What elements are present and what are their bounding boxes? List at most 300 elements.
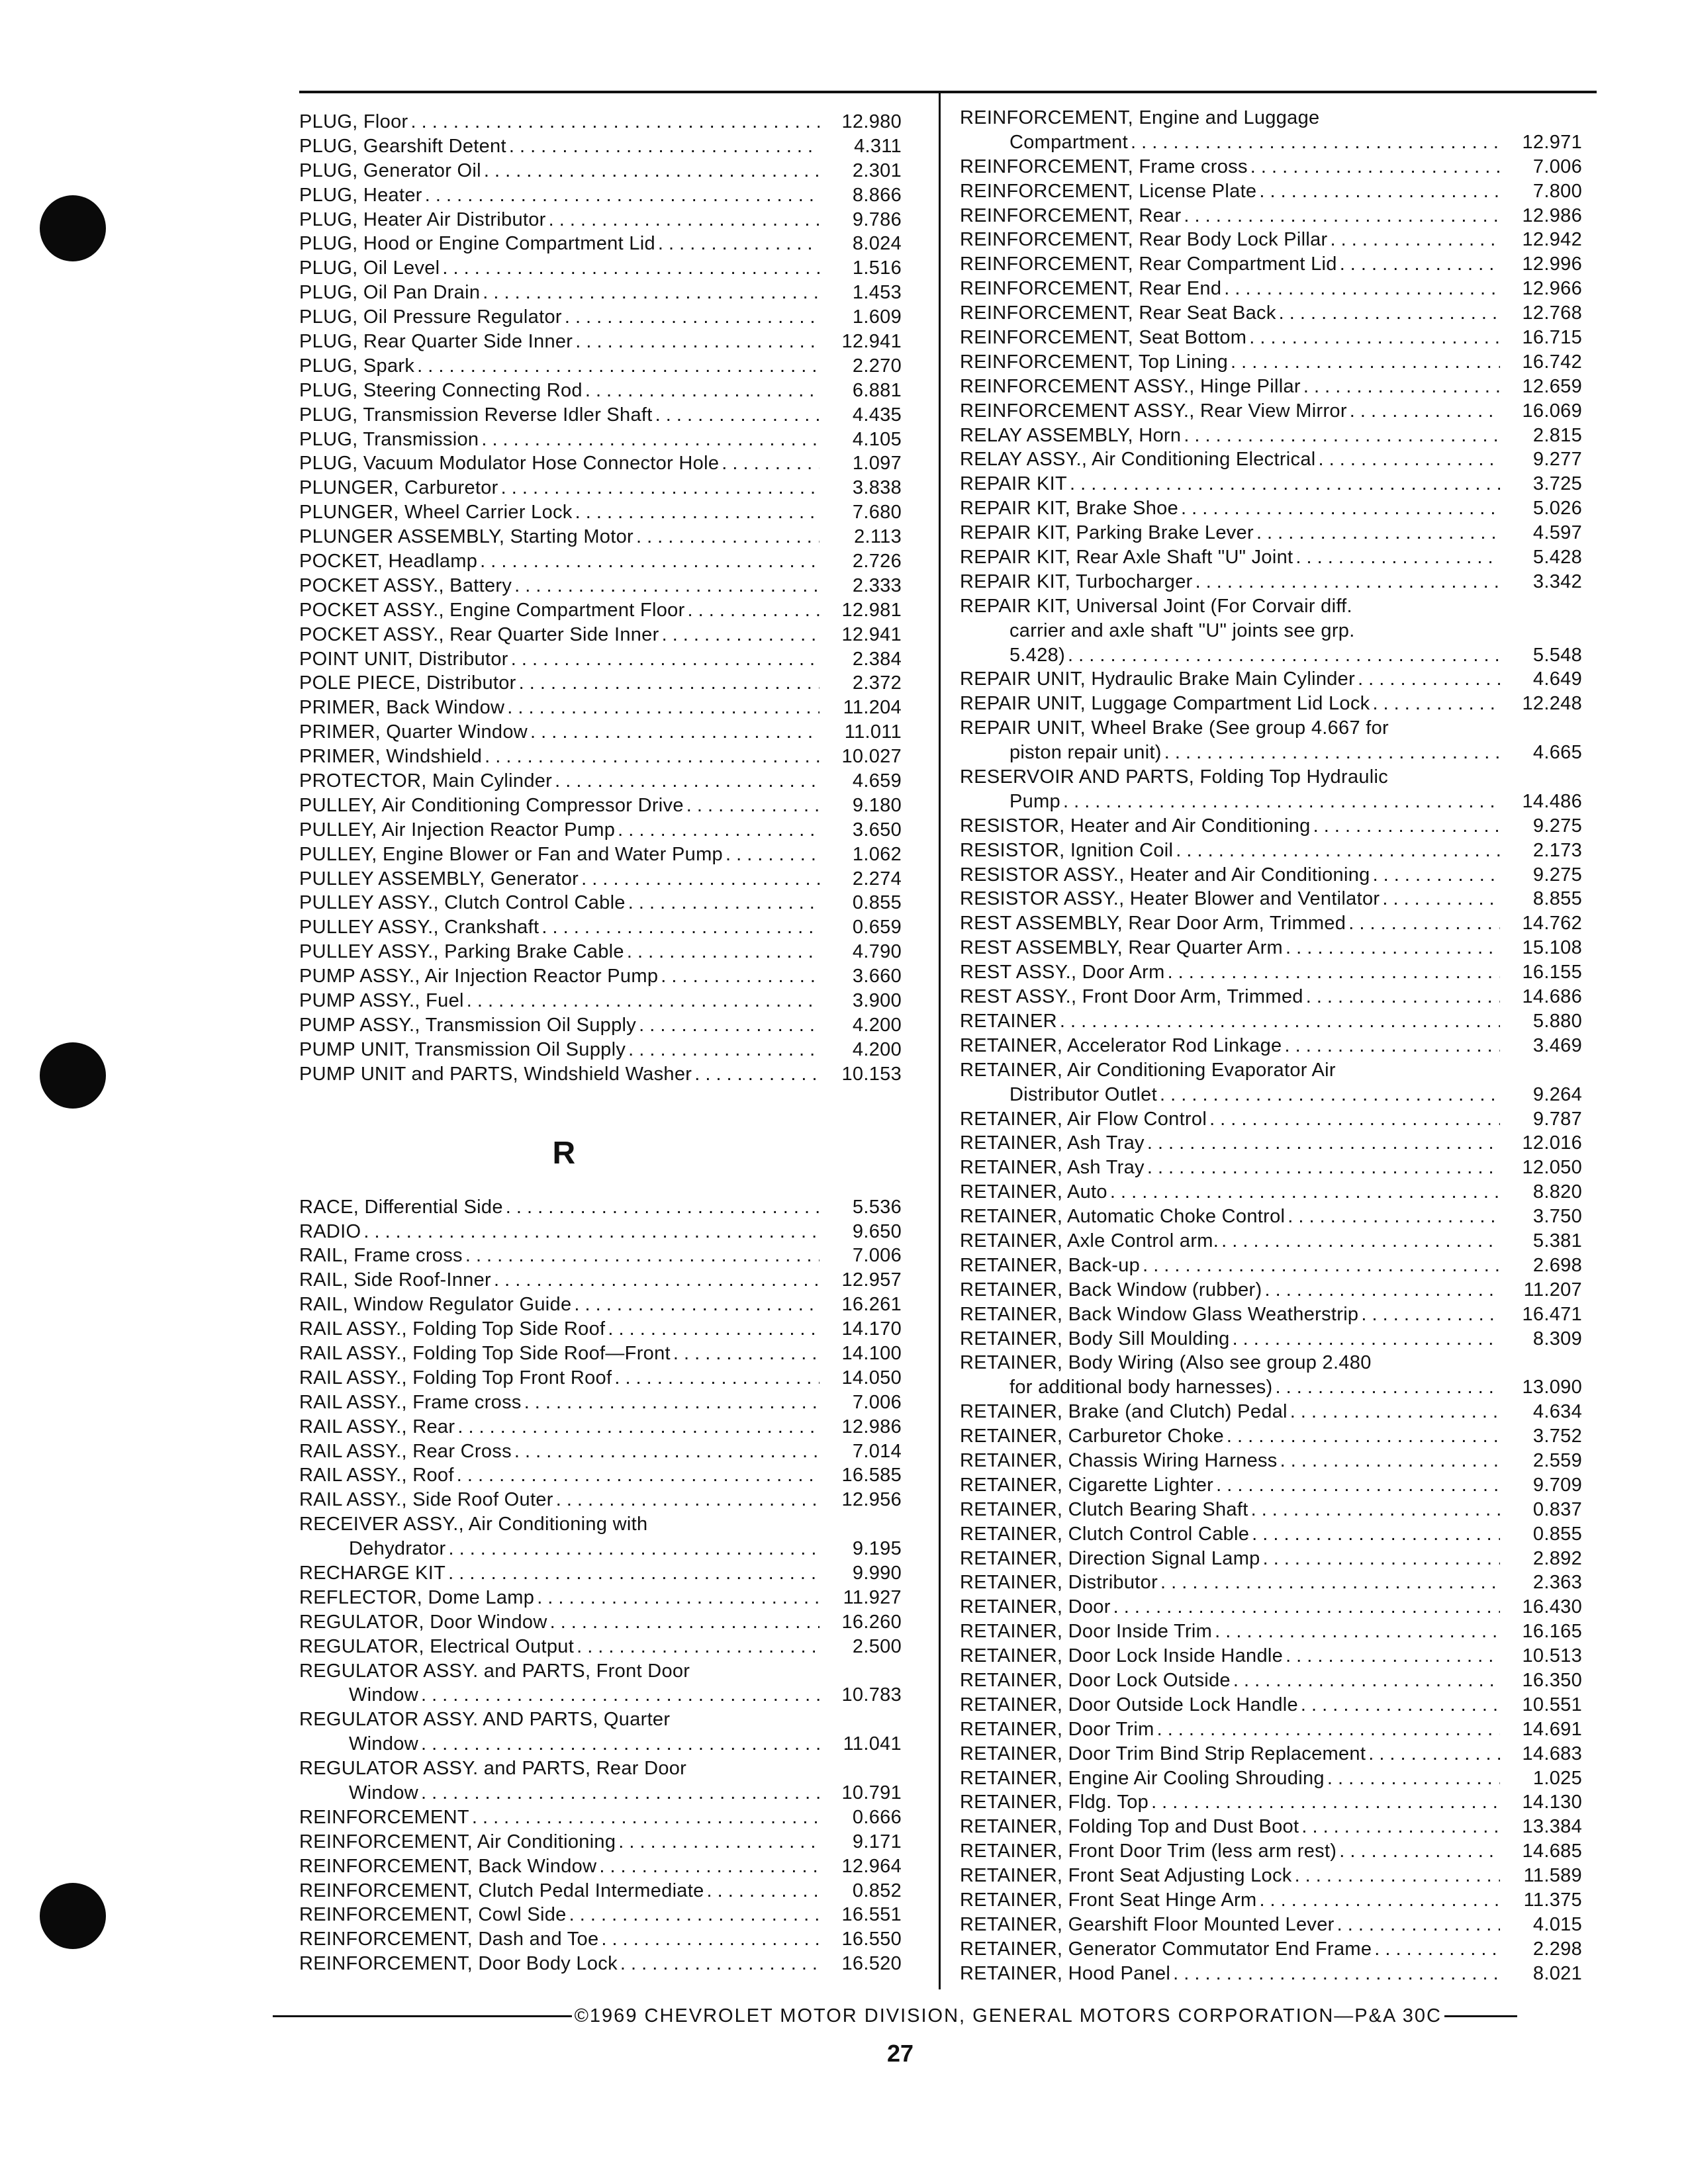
leader-dots xyxy=(1372,692,1500,716)
index-entry xyxy=(299,598,902,623)
index-entry xyxy=(299,794,902,818)
entry-name: PULLEY ASSEMBLY, Generator xyxy=(299,868,579,889)
entry-name: PLUG, Oil Level xyxy=(299,257,440,279)
entry-name: RETAINER, Engine Air Cooling Shrouding xyxy=(960,1767,1325,1789)
leader-dots xyxy=(1231,350,1500,375)
entry-name: RELAY ASSEMBLY, Horn xyxy=(960,424,1182,446)
leader-dots xyxy=(636,525,820,549)
leader-dots xyxy=(1373,863,1500,887)
entry-name: RECEIVER ASSY., Air Conditioning with xyxy=(299,1514,648,1535)
entry-name: REGULATOR, Door Window xyxy=(299,1611,547,1633)
group-number: 16.550 xyxy=(841,1929,902,1950)
leader-dots xyxy=(555,769,820,794)
group-number: 4.659 xyxy=(852,770,902,792)
entry-name: RETAINER xyxy=(960,1010,1057,1032)
leader-dots xyxy=(707,1879,820,1903)
entry-name: REINFORCEMENT, Seat Bottom xyxy=(960,327,1247,348)
index-entry xyxy=(960,1205,1582,1229)
leader-dots xyxy=(639,1013,820,1038)
group-number: 4.435 xyxy=(852,404,902,426)
leader-dots xyxy=(688,598,820,623)
leader-dots xyxy=(465,1244,820,1268)
leader-dots xyxy=(1147,1131,1500,1156)
leader-dots xyxy=(618,1830,820,1854)
index-entry xyxy=(299,623,902,647)
leader-dots xyxy=(618,818,820,842)
group-number: 0.855 xyxy=(852,892,902,914)
entry-name: REPAIR KIT, Parking Brake Lever xyxy=(960,522,1254,544)
leader-dots xyxy=(1288,1205,1500,1229)
group-number: 12.941 xyxy=(841,623,902,645)
leader-dots xyxy=(1350,399,1500,424)
group-number: 3.752 xyxy=(1532,1426,1582,1447)
leader-dots xyxy=(1209,1107,1500,1132)
leader-dots xyxy=(620,1952,820,1976)
index-entry xyxy=(299,1952,902,1976)
leader-dots xyxy=(661,964,820,989)
entry-name: RAIL ASSY., Rear xyxy=(299,1416,455,1437)
entry-name: RESISTOR, Heater and Air Conditioning xyxy=(960,815,1311,837)
leader-dots xyxy=(417,354,820,379)
group-number: 16.261 xyxy=(841,1294,902,1316)
leader-dots xyxy=(628,1038,820,1062)
group-number: 12.971 xyxy=(1522,131,1582,153)
entry-name: PLUG, Generator Oil xyxy=(299,159,481,181)
entry-name: RETAINER, Direction Signal Lamp xyxy=(960,1547,1260,1569)
group-number: 16.585 xyxy=(841,1465,902,1486)
leader-dots xyxy=(1339,1839,1500,1864)
group-number: 9.275 xyxy=(1532,864,1582,886)
entry-name: PUMP ASSY., Transmission Oil Supply xyxy=(299,1014,637,1036)
index-entry xyxy=(299,1488,902,1512)
group-number: 16.165 xyxy=(1522,1621,1582,1643)
index-entry xyxy=(299,1512,902,1561)
entry-name: RAIL ASSY., Rear Cross xyxy=(299,1440,512,1462)
entry-name: RETAINER, Air Conditioning Evaporator Air xyxy=(960,1059,1336,1081)
leader-dots xyxy=(1382,887,1500,911)
group-number: 1.516 xyxy=(852,257,902,279)
group-number: 9.990 xyxy=(852,1562,902,1584)
group-number: 11.207 xyxy=(1523,1279,1582,1300)
index-entry xyxy=(960,447,1582,472)
entry-name: PLUG, Gearshift Detent xyxy=(299,135,506,157)
index-entry xyxy=(960,106,1582,155)
group-number: 10.791 xyxy=(841,1782,902,1803)
index-entry xyxy=(960,1717,1582,1742)
entry-name: RETAINER, Brake (and Clutch) Pedal xyxy=(960,1401,1288,1423)
entry-name: RETAINER, Cigarette Lighter xyxy=(960,1474,1214,1496)
entry-name: RETAINER, Auto xyxy=(960,1181,1107,1203)
group-number: 3.838 xyxy=(852,477,902,499)
leader-dots xyxy=(363,1220,820,1244)
leader-dots xyxy=(457,1463,820,1488)
group-number: 16.742 xyxy=(1522,351,1582,373)
index-entry xyxy=(960,985,1582,1009)
group-number: 10.153 xyxy=(841,1063,902,1085)
entry-name: PLUG, Oil Pan Drain xyxy=(299,282,481,304)
leader-dots xyxy=(1196,570,1500,594)
index-entry xyxy=(960,1400,1582,1424)
index-entry xyxy=(299,1195,902,1220)
leader-dots xyxy=(1110,1180,1500,1205)
entry-name: PLUG, Floor xyxy=(299,111,408,132)
entry-name: REINFORCEMENT, Clutch Pedal Intermediate xyxy=(299,1880,704,1901)
index-entry xyxy=(299,549,902,574)
section-letter: R xyxy=(552,1135,576,1171)
index-entry xyxy=(299,1903,902,1927)
index-entry xyxy=(960,1888,1582,1913)
entry-name: PULLEY, Engine Blower or Fan and Water Pump xyxy=(299,843,723,865)
left-column xyxy=(299,110,902,1976)
leader-dots xyxy=(501,476,820,500)
index-entry xyxy=(299,183,902,208)
leader-dots xyxy=(574,1293,820,1317)
leader-dots xyxy=(1286,1644,1500,1668)
entry-name: RECHARGE KIT xyxy=(299,1562,446,1584)
index-entry xyxy=(960,1156,1582,1180)
entry-name: RACE, Differential Side xyxy=(299,1196,503,1218)
entry-name: RETAINER, Back Window (rubber) xyxy=(960,1279,1262,1300)
index-entry xyxy=(299,696,902,720)
index-entry xyxy=(960,839,1582,863)
group-number: 12.956 xyxy=(841,1489,902,1511)
leader-dots xyxy=(1233,1668,1500,1693)
leader-dots xyxy=(1151,1790,1500,1815)
group-number: 2.270 xyxy=(852,355,902,377)
group-number: 7.014 xyxy=(852,1440,902,1462)
leader-dots xyxy=(662,623,820,647)
entry-name: REINFORCEMENT, Rear Body Lock Pillar xyxy=(960,229,1328,251)
index-entry xyxy=(960,1962,1582,1986)
entry-name: REINFORCEMENT, Frame cross xyxy=(960,156,1248,177)
group-number: 11.589 xyxy=(1523,1865,1582,1887)
index-entry xyxy=(960,496,1582,521)
leader-dots xyxy=(1286,936,1500,960)
index-entry xyxy=(960,1253,1582,1278)
index-entry xyxy=(960,936,1582,960)
leader-dots xyxy=(1063,790,1500,814)
entry-name: RETAINER, Chassis Wiring Harness xyxy=(960,1449,1278,1471)
index-entry xyxy=(299,281,902,305)
group-number: 14.683 xyxy=(1522,1743,1582,1764)
leader-dots xyxy=(1256,521,1500,545)
leader-dots xyxy=(565,305,820,330)
index-entry xyxy=(299,1439,902,1464)
index-entry xyxy=(299,134,902,159)
leader-dots xyxy=(1313,814,1500,839)
index-entry xyxy=(960,765,1582,814)
index-entry xyxy=(299,1415,902,1439)
index-entry xyxy=(299,403,902,428)
index-entry xyxy=(960,1693,1582,1717)
group-number: 7.006 xyxy=(852,1391,902,1413)
index-entry xyxy=(960,1790,1582,1815)
leader-dots xyxy=(569,1903,820,1927)
entry-name-continuation: Distributor Outlet xyxy=(1009,1083,1157,1105)
entry-name: REINFORCEMENT, Engine and Luggage xyxy=(960,107,1320,128)
right-column xyxy=(960,106,1582,1986)
group-number: 14.130 xyxy=(1522,1792,1582,1813)
leader-dots xyxy=(410,110,820,134)
index-entry xyxy=(960,155,1582,179)
group-number: 11.375 xyxy=(1523,1889,1582,1911)
entry-name-continuation: Window xyxy=(349,1733,418,1755)
leader-dots xyxy=(1301,1815,1500,1839)
group-number: 4.634 xyxy=(1532,1401,1582,1423)
group-number: 5.026 xyxy=(1532,498,1582,520)
group-number: 10.551 xyxy=(1522,1694,1582,1715)
page-number: 27 xyxy=(887,2040,914,2067)
index-entry xyxy=(299,720,902,745)
leader-dots xyxy=(1259,1888,1500,1913)
index-entry xyxy=(299,867,902,891)
entry-name: PLUG, Transmission Reverse Idler Shaft xyxy=(299,404,653,426)
group-number: 5.428 xyxy=(1532,547,1582,569)
entry-name-continuation: Compartment xyxy=(1009,131,1128,153)
index-entry xyxy=(960,1742,1582,1766)
leader-dots xyxy=(1060,1009,1500,1034)
index-entry xyxy=(299,500,902,525)
group-number: 4.200 xyxy=(852,1038,902,1060)
index-entry xyxy=(299,428,902,452)
leader-dots xyxy=(519,671,820,696)
group-number: 16.471 xyxy=(1522,1303,1582,1325)
group-number: 12.942 xyxy=(1522,229,1582,251)
group-number: 2.892 xyxy=(1532,1547,1582,1569)
entry-name: RETAINER, Front Seat Hinge Arm xyxy=(960,1889,1257,1911)
index-entry xyxy=(960,1449,1582,1473)
index-entry xyxy=(960,1351,1582,1400)
index-entry xyxy=(299,1879,902,1903)
entry-name: REST ASSY., Door Arm xyxy=(960,962,1165,983)
leader-dots xyxy=(658,232,820,256)
leader-dots xyxy=(1068,643,1500,668)
entry-name: PUMP UNIT, Transmission Oil Supply xyxy=(299,1038,626,1060)
leader-dots xyxy=(1184,204,1500,228)
leader-dots xyxy=(1301,1693,1500,1717)
entry-name: RAIL ASSY., Side Roof Outer xyxy=(299,1489,553,1511)
entry-name: POCKET ASSY., Engine Compartment Floor xyxy=(299,599,685,621)
leader-dots xyxy=(1184,424,1500,448)
leader-dots xyxy=(1143,1253,1500,1278)
index-entry xyxy=(960,1473,1582,1498)
leader-dots xyxy=(509,134,820,159)
leader-dots xyxy=(1215,1619,1500,1644)
leader-dots xyxy=(585,379,820,403)
group-number: 11.041 xyxy=(843,1733,902,1755)
leader-dots xyxy=(467,989,820,1013)
group-number: 1.097 xyxy=(852,453,902,475)
group-number: 10.783 xyxy=(841,1684,902,1706)
group-number: 16.260 xyxy=(841,1611,902,1633)
index-entry xyxy=(960,1327,1582,1351)
entry-name: REINFORCEMENT, Top Lining xyxy=(960,351,1229,373)
entry-name: PUMP ASSY., Fuel xyxy=(299,990,464,1012)
leader-dots xyxy=(483,281,820,305)
group-number: 1.453 xyxy=(852,282,902,304)
leader-dots xyxy=(1227,1424,1500,1449)
group-number: 0.666 xyxy=(852,1806,902,1828)
entry-name: RETAINER, Folding Top and Dust Boot xyxy=(960,1816,1299,1838)
group-number: 2.815 xyxy=(1532,424,1582,446)
group-number: 5.548 xyxy=(1532,644,1582,666)
index-entry xyxy=(299,159,902,183)
group-number: 3.750 xyxy=(1532,1206,1582,1228)
leader-dots xyxy=(1276,1375,1500,1400)
right-entries-list xyxy=(960,106,1582,1986)
entry-name: PLUNGER, Wheel Carrier Lock xyxy=(299,502,573,523)
leader-dots xyxy=(601,1927,820,1952)
leader-dots xyxy=(1160,1083,1500,1107)
entry-name: RETAINER, Distributor xyxy=(960,1572,1158,1594)
entry-name: PRIMER, Back Window xyxy=(299,697,505,719)
group-number: 9.275 xyxy=(1532,815,1582,837)
index-entry xyxy=(960,228,1582,252)
leader-dots xyxy=(655,403,820,428)
entry-name: RETAINER, Accelerator Rod Linkage xyxy=(960,1034,1282,1056)
index-entry xyxy=(960,1522,1582,1547)
group-number: 4.790 xyxy=(852,941,902,963)
leader-dots xyxy=(1250,155,1500,179)
entry-name: PLUG, Steering Connecting Rod xyxy=(299,379,583,401)
index-entry xyxy=(960,1595,1582,1619)
entry-name: RETAINER, Door Outside Lock Handle xyxy=(960,1694,1298,1715)
group-number: 2.726 xyxy=(852,551,902,572)
leader-dots xyxy=(1348,911,1500,936)
leader-dots xyxy=(694,1062,820,1087)
leader-dots xyxy=(421,1781,820,1805)
entry-name: REINFORCEMENT, Cowl Side xyxy=(299,1904,567,1926)
entry-name: RETAINER, Door Inside Trim xyxy=(960,1621,1213,1643)
entry-name: PLUG, Spark xyxy=(299,355,415,377)
leader-dots xyxy=(1164,741,1500,765)
entry-name: REFLECTOR, Dome Lamp xyxy=(299,1586,535,1608)
leader-dots xyxy=(530,720,820,745)
index-entry xyxy=(299,1342,902,1366)
group-number: 3.469 xyxy=(1532,1034,1582,1056)
leader-dots xyxy=(1337,1913,1500,1937)
entry-name: PULLEY ASSY., Clutch Control Cable xyxy=(299,892,626,914)
group-number: 16.155 xyxy=(1522,962,1582,983)
entry-name: RAIL ASSY., Folding Top Side Roof—Front xyxy=(299,1342,671,1364)
entry-name: PROTECTOR, Main Cylinder xyxy=(299,770,553,792)
group-number: 4.200 xyxy=(852,1014,902,1036)
entry-name: REPAIR KIT, Turbocharger xyxy=(960,570,1193,592)
leader-dots xyxy=(550,1610,820,1635)
entry-name: POCKET, Headlamp xyxy=(299,551,478,572)
entry-name: REPAIR KIT, Brake Shoe xyxy=(960,498,1179,520)
group-number: 12.986 xyxy=(1522,205,1582,226)
leader-dots xyxy=(1280,1449,1500,1473)
entry-name: REINFORCEMENT, Dash and Toe xyxy=(299,1929,599,1950)
leader-dots xyxy=(1070,472,1500,496)
entry-name: PLUG, Heater xyxy=(299,184,422,206)
entry-name: RETAINER, Back Window Glass Weatherstrip xyxy=(960,1303,1359,1325)
leader-dots xyxy=(472,1805,820,1830)
group-number: 0.852 xyxy=(852,1880,902,1901)
leader-dots xyxy=(614,1366,820,1390)
group-number: 3.660 xyxy=(852,966,902,987)
leader-dots xyxy=(575,330,820,354)
entry-name: RETAINER, Body Sill Moulding xyxy=(960,1328,1230,1349)
entry-name: POCKET ASSY., Battery xyxy=(299,574,512,596)
leader-dots xyxy=(485,745,820,769)
group-number: 4.015 xyxy=(1532,1913,1582,1935)
entry-name: RETAINER, Air Flow Control xyxy=(960,1108,1207,1130)
index-entry xyxy=(299,1220,902,1244)
leader-dots xyxy=(480,549,820,574)
leader-dots xyxy=(494,1268,820,1293)
leader-dots xyxy=(1327,1766,1500,1791)
entry-name: REST ASSEMBLY, Rear Door Arm, Trimmed xyxy=(960,913,1346,934)
index-entry xyxy=(960,301,1582,326)
group-number: 14.100 xyxy=(841,1342,902,1364)
entry-name: REGULATOR, Electrical Output xyxy=(299,1635,575,1657)
group-number: 0.659 xyxy=(852,917,902,938)
group-number: 8.820 xyxy=(1532,1181,1582,1203)
entry-name: REINFORCEMENT, Back Window xyxy=(299,1855,597,1877)
entry-name: RETAINER, Door Trim xyxy=(960,1718,1154,1740)
leader-dots xyxy=(1279,301,1500,326)
leader-dots xyxy=(507,696,820,720)
leader-dots xyxy=(1131,130,1500,155)
entry-name: PRIMER, Windshield xyxy=(299,746,483,768)
group-number: 3.725 xyxy=(1532,473,1582,495)
index-entry xyxy=(299,989,902,1013)
group-number: 1.025 xyxy=(1532,1767,1582,1789)
leader-dots xyxy=(1319,447,1500,472)
index-entry xyxy=(299,1062,902,1087)
group-number: 16.715 xyxy=(1522,327,1582,348)
index-entry xyxy=(960,863,1582,887)
group-number: 9.195 xyxy=(852,1538,902,1560)
entry-name: REINFORCEMENT ASSY., Hinge Pillar xyxy=(960,375,1301,397)
leader-dots xyxy=(1181,496,1500,521)
group-number: 0.837 xyxy=(1532,1498,1582,1520)
leader-dots xyxy=(506,1195,820,1220)
group-number: 16.350 xyxy=(1522,1669,1582,1691)
leader-dots xyxy=(514,1439,820,1464)
index-entry xyxy=(299,1013,902,1038)
group-number: 5.880 xyxy=(1532,1010,1582,1032)
leader-dots xyxy=(481,428,820,452)
punch-hole xyxy=(40,1042,106,1109)
entry-name: PLUG, Oil Pressure Regulator xyxy=(299,306,562,328)
leader-dots xyxy=(1264,1278,1500,1302)
index-entry xyxy=(299,745,902,769)
group-number: 3.342 xyxy=(1532,570,1582,592)
leader-dots xyxy=(726,842,820,867)
top-rule xyxy=(299,91,1597,93)
entry-name: RETAINER, Axle Control arm. xyxy=(960,1230,1219,1251)
index-entry xyxy=(299,671,902,696)
leader-dots xyxy=(1113,1595,1500,1619)
group-number: 16.551 xyxy=(841,1904,902,1926)
index-entry xyxy=(960,424,1582,448)
index-entry xyxy=(299,1610,902,1635)
leader-dots xyxy=(1249,326,1500,350)
group-number: 9.787 xyxy=(1532,1108,1582,1130)
leader-dots xyxy=(537,1586,820,1610)
group-number: 2.500 xyxy=(852,1635,902,1657)
index-entry xyxy=(299,305,902,330)
entry-name: RAIL ASSY., Frame cross xyxy=(299,1391,522,1413)
index-entry xyxy=(960,1180,1582,1205)
leader-dots xyxy=(1306,985,1500,1009)
group-number: 12.016 xyxy=(1522,1132,1582,1154)
group-number: 12.980 xyxy=(841,111,902,132)
entry-name-continuation: Window xyxy=(349,1684,418,1706)
